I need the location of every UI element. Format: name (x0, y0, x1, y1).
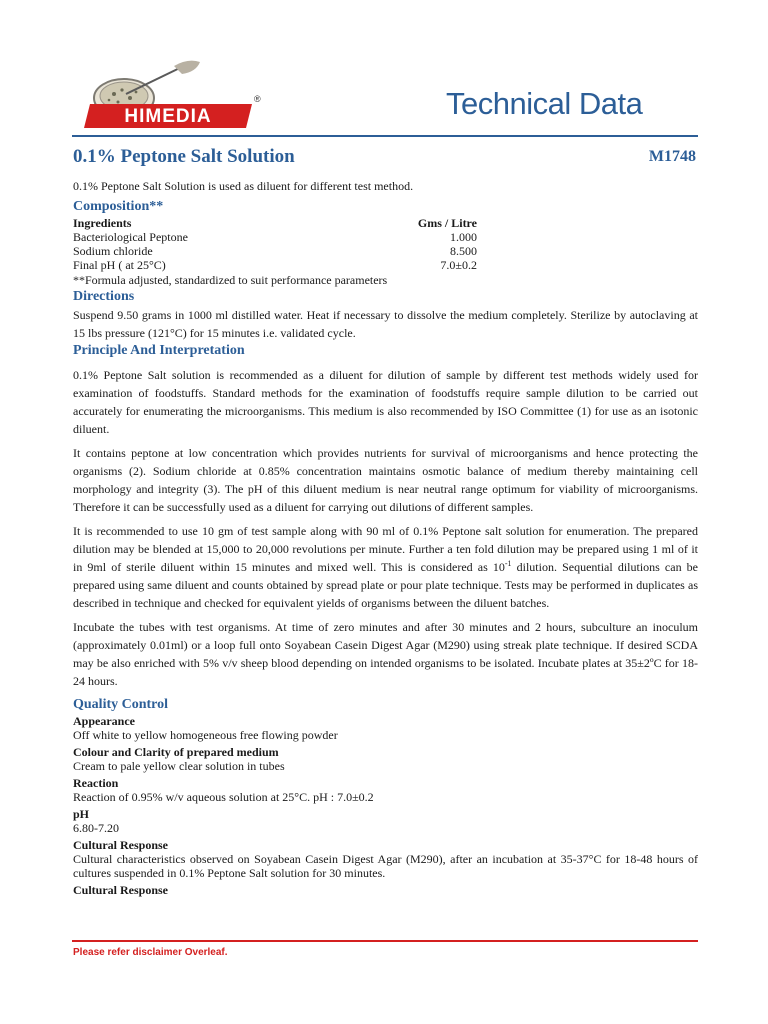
composition-table (73, 216, 477, 272)
principle-paragraph-2: It contains peptone at low concentration which provides nutrients for survival of microorganisms and hence protecting the organisms (2). Sodium chloride at 0.85% concentration maintains osmotic balance of medium thereby maintaining cell morphology and integrity (3). The pH of this diluent medium is near neutral range optimum for viability of microorganisms. Therefore it can be successfully used as a diluent for carrying out dilutions of different samples. (73, 446, 698, 514)
ingredients-column-header: Ingredients (73, 216, 132, 230)
qc-label: Cultural Response (73, 838, 169, 852)
composition-footnote: **Formula adjusted, standardized to suit performance parameters (73, 273, 388, 287)
ingredient-name: Final pH ( at 25°C) (73, 258, 166, 272)
qc-label: Appearance (73, 714, 135, 728)
himedia-logo (76, 56, 266, 136)
composition-header-row (73, 216, 477, 230)
quality-control-section (73, 714, 698, 897)
ingredient-value: 7.0±0.2 (440, 258, 477, 272)
ingredient-value: 1.000 (450, 230, 477, 244)
ingredient-value: 8.500 (450, 244, 477, 258)
exponent: -1 (504, 559, 512, 568)
principle-heading: Principle And Interpretation (73, 343, 245, 358)
table-row (73, 244, 477, 258)
ingredient-name: Bacteriological Peptone (73, 230, 188, 244)
table-row (73, 258, 477, 272)
qc-value: Cultural characteristics observed on Soyabean Casein Digest Agar (M290), after an incubation at 35-37°C for 18-48 hours of cultures suspended in 0.1% Peptone Salt solution for 30 minutes. (73, 852, 698, 880)
quality-control-heading: Quality Control (73, 697, 169, 712)
qc-value: 6.80-7.20 (73, 821, 119, 835)
qc-value: Cream to pale yellow clear solution in tubes (73, 759, 285, 773)
brand-wordmark: HIMEDIA (124, 106, 212, 127)
qc-value: Reaction of 0.95% w/v aqueous solution at 25°C. pH : 7.0±0.2 (73, 790, 374, 804)
paragraph-3-part-b: dilution. Sequential dilutions can be prepared using same diluent and counts obtained by spread plate or pour plate technique. Tests may be performed in duplicates as described in technique and checked for equivalent yields of organisms between the diluent batches. (73, 560, 698, 610)
qc-label: pH (73, 807, 90, 821)
ingredient-name: Sodium chloride (73, 244, 153, 258)
qc-label: Colour and Clarity of prepared medium (73, 745, 279, 759)
registered-mark: ® (254, 94, 261, 104)
principle-paragraph-4: Incubate the tubes with test organisms. At time of zero minutes and after 30 minutes and 2 hours, subculture an inoculum (approximately 0.01ml) or a loop full onto Soyabean Casein Digest Agar (M290) using streak plate technique. If desired SCDA may be also enriched with 5% v/v sheep blood depending on intended organisms to be isolated. Incubate plates at 35±2ºC for 18-24 hours. (73, 620, 698, 688)
disclaimer-text: Please refer disclaimer Overleaf. (73, 947, 228, 958)
footer-divider (72, 940, 698, 942)
directions-text: Suspend 9.50 grams in 1000 ml distilled water. Heat if necessary to dissolve the medium completely. Sterilize by autoclaving at 15 lbs pressure (121°C) for 15 minutes i.e. validated cycle. (73, 308, 698, 340)
principle-paragraph-1: 0.1% Peptone Salt solution is recommended as a diluent for dilution of sample by different test methods widely used for examination of foodstuffs. Standard methods for the examination of foodstuffs require sample dilution to be carried out accurately for enumerating the microorganisms. This medium is also recommended by ISO Committee (1) for use as an isotonic diluent. (73, 368, 698, 436)
document-body (73, 178, 698, 897)
qc-value: Off white to yellow homogeneous free flowing powder (73, 728, 338, 742)
paragraph-3-part-a: It is recommended to use 10 gm of test sample along with 90 ml of 0.1% Peptone salt solution for enumeration. The prepared dilution may be blended at 15,000 to 20,000 revolutions per minute. Further a ten fold dilution may be prepared using 1 ml of it in 9ml of sterile diluent within 15 minutes and mixed well. This is considered as 10 (73, 524, 698, 574)
directions-heading: Directions (73, 289, 135, 304)
table-row (73, 230, 477, 244)
composition-heading: Composition** (73, 199, 164, 214)
product-intro: 0.1% Peptone Salt Solution is used as diluent for different test method. (73, 179, 414, 193)
header-divider (72, 135, 698, 137)
principle-paragraph-3 (73, 522, 698, 612)
section-title: Technical Data (446, 86, 643, 121)
principle-section (73, 366, 698, 690)
amount-column-header: Gms / Litre (417, 216, 477, 230)
qc-label: Reaction (73, 776, 119, 790)
product-code: M1748 (648, 148, 696, 165)
qc-label: Cultural Response (73, 883, 169, 897)
product-title: 0.1% Peptone Salt Solution (73, 146, 295, 167)
